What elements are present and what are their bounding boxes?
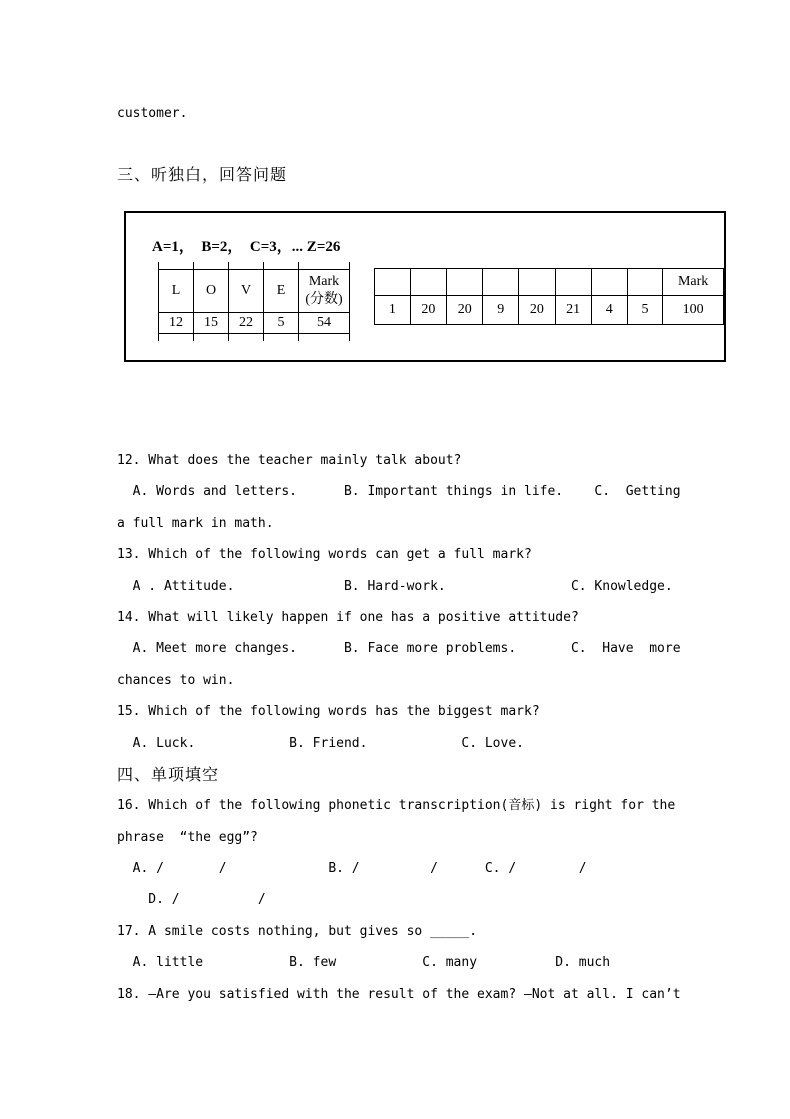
love-table-header-row bbox=[159, 270, 350, 313]
answer-value-3: 20 bbox=[447, 296, 483, 325]
love-value-mark: 54 bbox=[299, 313, 350, 334]
love-value-l: 12 bbox=[159, 313, 194, 334]
love-header-l: L bbox=[159, 270, 194, 313]
answer-header-3 bbox=[447, 269, 483, 296]
q14-stem: 14. What will likely happen if one has a positive attitude? bbox=[117, 609, 579, 625]
q16-options-abc: A. / / B. / / C. / / bbox=[117, 861, 587, 877]
answer-table-value-row bbox=[375, 296, 724, 325]
answer-header-5 bbox=[519, 269, 555, 296]
answer-header-7 bbox=[591, 269, 627, 296]
q12-stem: 12. What does the teacher mainly talk about? bbox=[117, 453, 462, 468]
love-value-o: 15 bbox=[194, 313, 229, 334]
answer-header-8 bbox=[627, 269, 663, 296]
answer-value-2: 20 bbox=[410, 296, 446, 325]
table-spacer-row bbox=[159, 334, 350, 342]
q13-stem: 13. Which of the following words can get a full mark? bbox=[117, 547, 532, 563]
q18-stem: 18. —Are you satisfied with the result of the exam? —Not at all. I can’t bbox=[117, 986, 681, 1002]
answer-header-2 bbox=[410, 269, 446, 296]
q16-stem-continued: phrase “the egg”? bbox=[117, 829, 258, 845]
love-header-o: O bbox=[194, 270, 229, 313]
section3-heading: 三、听独白，回答问题 bbox=[117, 165, 288, 184]
body-lines bbox=[117, 445, 717, 1010]
q16-stem: 16. Which of the following phonetic transcription(音标) is right for the bbox=[117, 798, 676, 814]
answer-value-5: 20 bbox=[519, 296, 555, 325]
answer-header-mark: Mark bbox=[663, 269, 724, 296]
answer-word-table bbox=[374, 268, 724, 325]
answer-header-1 bbox=[375, 269, 411, 296]
q16-option-d: D. / / bbox=[117, 892, 266, 908]
love-value-e: 5 bbox=[264, 313, 299, 334]
love-value-v: 22 bbox=[229, 313, 264, 334]
answer-value-4: 9 bbox=[483, 296, 519, 325]
love-header-mark bbox=[299, 270, 350, 313]
answer-header-6 bbox=[555, 269, 591, 296]
q14-options: A. Meet more changes. B. Face more problems. C. Have more bbox=[117, 641, 681, 657]
love-table-value-row bbox=[159, 313, 350, 334]
answer-value-7: 4 bbox=[591, 296, 627, 325]
love-header-e: E bbox=[264, 270, 299, 313]
answer-table-header-row bbox=[375, 269, 724, 296]
mark-label-line2: (分数) bbox=[305, 292, 343, 307]
listening-box bbox=[124, 211, 726, 362]
q14-option-c-continued: chances to win. bbox=[117, 672, 235, 688]
letter-value-formula: A=1， B=2， C=3，... Z=26 bbox=[152, 239, 341, 255]
love-header-v: V bbox=[229, 270, 264, 313]
q15-stem: 15. Which of the following words has the biggest mark? bbox=[117, 704, 540, 720]
table-spacer-row bbox=[159, 262, 350, 270]
q17-options: A. little B. few C. many D. much bbox=[117, 955, 611, 971]
paragraph-customer: customer. bbox=[117, 106, 188, 121]
q15-options: A. Luck. B. Friend. C. Love. bbox=[117, 735, 524, 751]
answer-value-6: 21 bbox=[555, 296, 591, 325]
answer-value-mark: 100 bbox=[663, 296, 724, 325]
q17-stem: 17. A smile costs nothing, but gives so _____. bbox=[117, 923, 478, 939]
answer-header-4 bbox=[483, 269, 519, 296]
q12-options: A. Words and letters. B. Important things in life. C. Getting bbox=[117, 484, 681, 500]
mark-label-line1: Mark bbox=[308, 274, 340, 289]
q12-option-c-continued: a full mark in math. bbox=[117, 515, 274, 531]
q13-options: A . Attitude. B. Hard-work. C. Knowledge. bbox=[117, 578, 673, 594]
answer-value-1: 1 bbox=[375, 296, 411, 325]
section4-heading: 四、单项填空 bbox=[117, 764, 220, 784]
love-word-table bbox=[158, 262, 350, 341]
answer-value-8: 5 bbox=[627, 296, 663, 325]
